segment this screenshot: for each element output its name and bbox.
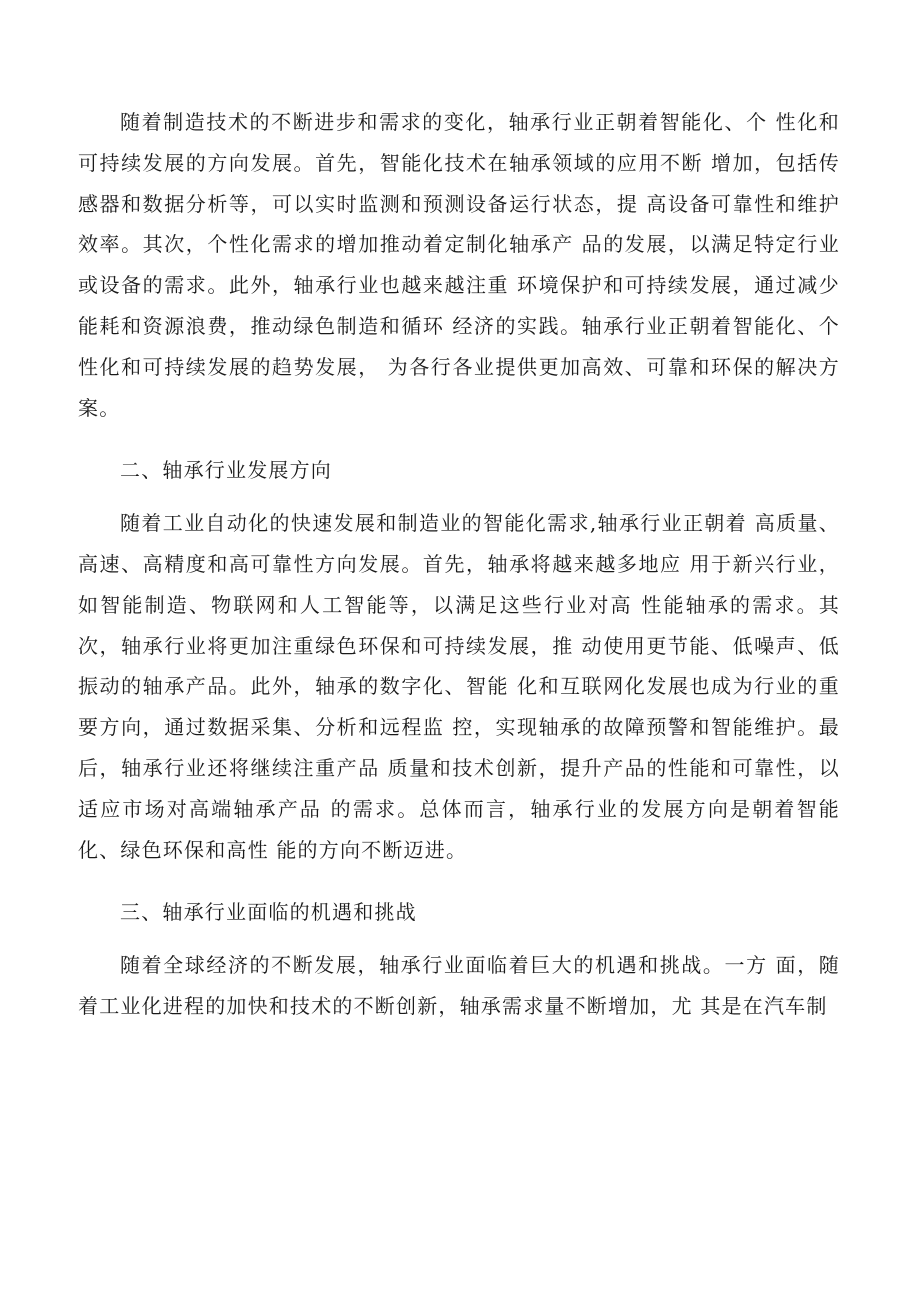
section-heading-development-direction: 二、轴承行业发展方向	[120, 458, 332, 483]
paragraph-industry-trend: 随着制造技术的不断进步和需求的变化，轴承行业正朝着智能化、个 性化和可持续发展的方向发展。首先，智能化技术在轴承领域的应用不断 增加，包括传感器和数据分析等，可以实时监测和预测设备运行状态，提 高设备可靠性和维护效率。其次，个性化需求的增加推动着定制化轴承产 品的发展，以满足特定行业或设备的需求。此外，轴承行业也越来越注重 环境保护和可持续发展，通过减少能耗和资源浪费，推动绿色制造和循环 经济的实践。轴承行业正朝着智能化、个性化和可持续发展的趋势发展， 为各行各业提供更加高效、可靠和环保的解决方案。	[78, 110, 840, 420]
paragraph-development-direction: 随着工业自动化的快速发展和制造业的智能化需求,轴承行业正朝着 高质量、高速、高精度和高可靠性方向发展。首先，轴承将越来越多地应 用于新兴行业，如智能制造、物联网和人工智能等，以满足这些行业对高 性能轴承的需求。其次，轴承行业将更加注重绿色环保和可持续发展，推 动使用更节能、低噪声、低振动的轴承产品。此外，轴承的数字化、智能 化和互联网化发展也成为行业的重要方向，通过数据采集、分析和远程监 控，实现轴承的故障预警和智能维护。最后，轴承行业还将继续注重产品 质量和技术创新，提升产品的性能和可靠性，以适应市场对高端轴承产品 的需求。总体而言，轴承行业的发展方向是朝着智能化、绿色环保和高性 能的方向不断迈进。	[78, 511, 840, 862]
paragraph-opportunities-challenges: 随着全球经济的不断发展，轴承行业面临着巨大的机遇和挑战。一方 面，随着工业化进程的加快和技术的不断创新，轴承需求量不断增加，尤 其是在汽车制	[78, 953, 840, 1018]
section-heading-opportunities-challenges: 三、轴承行业面临的机遇和挑战	[120, 900, 417, 925]
